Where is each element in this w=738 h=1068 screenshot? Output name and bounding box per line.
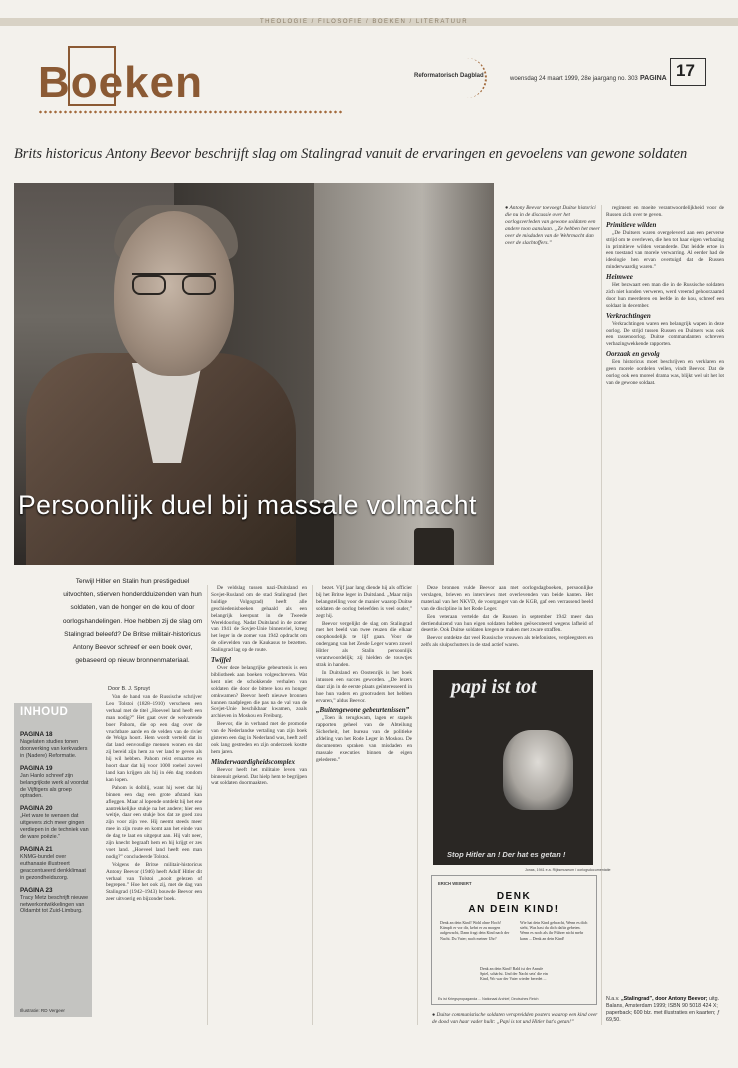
contents-entry-page: PAGINA 21 [20,845,53,853]
subheading: Oorzaak en gevolg [606,350,660,359]
contents-entry-description: Jan Hanlo schreef zijn belangrijkste werk al voordat de Vijftigers als groep optraden. [20,772,89,800]
section-strip-label: THEOLOGIE / FILOSOFIE / BOEKEN / LITERATUUR [260,19,469,25]
contents-entry-page: PAGINA 19 [20,764,53,772]
article-headline: Brits historicus Antony Beevor beschrijft slag om Stalingrad vanuit de ervaringen en gevoelens van gewone soldaten [14,146,688,162]
subheading: Verkrachtingen [606,311,651,320]
subheading: Minderwaardigheidscomplex [211,757,296,766]
contents-sidebar [14,703,92,1017]
contents-entry-description: Tracy Metz beschrijft nieuwe netwerkontwikkelingen van Oldambt tot Zuid-Limburg. [20,894,89,915]
book-info-label: N.a.v. [606,996,620,1002]
page-label: PAGINA [640,75,667,82]
paragraph: regiment en moeite verantwoordelijkheid voor de Russen zich over te geven. [606,205,724,218]
pamphlet-footer: Es ist Kriegspropaganda ... Nationaal Archief, Deutsches Reich [438,997,539,1001]
poster-bottom-text: Stop Hitler an ! Der hat es getan ! [447,850,566,859]
poster-top-text: papi ist tot [451,676,537,698]
article-column-4 [421,585,593,665]
illustration-credit: Illustratie: RD Vergeer [20,1008,65,1013]
paragraph: Deze bronnen vulde Beevor aan met oorlogsdagboeken, persoonlijke verslagen, brieven en interviews met overlevenden van beide kanten. Het materiaal van het NKVD, de voorganger van de KGB, gaf een verrassend beeld van de discipline in het Rode Leger. [421,585,593,612]
paragraph: Een veteraan vertelde dat de Russen in september 1942 meer dan dertienduizend van hun eigen soldaten hebben geëxecuteerd wegens lafheid of desertie. Ook Duitse soldaten kregen te maken met zware straffen. [421,613,593,634]
article-column-1 [106,694,202,1019]
paragraph: „De Duitsers waren overgeleverd aan een perverse strijd om te overleven, die hen tot haar eigen verbazing in primitieve wilden veranderde. Dat leidde ertoe in een toestand van morele verwarring. Al eerder had de ideologie hen ervan overtuigd dat de Russen minderwaardig waren.” [606,229,724,271]
paragraph: Beevor vergelijkt de slag om Stalingrad met het beeld van twee reuzen die elkaar onophoudelijk te lijf gaan. Voor de ondergang van het Zesde Leger waren zowel Hitler als Stalin persoonlijk verantwoordelijk; zij hielden de touwtjes strak in handen. [316,620,412,668]
paragraph: „Toen ik terugkwam, lagen er stapels rapporten geheel van de Abteilung Sicherheit, het bureau van de politieke afdeling van het Rode Leger in Moskou. De documenten spraken van misdaden en massale executies binnen de eigen gelederen.” [316,715,412,763]
street-lamp-icon [414,528,454,565]
contents-entry[interactable] [20,887,90,916]
pamphlet-author: ERICH WEINERT [438,881,472,886]
book-info-title: „Stalingrad”, door Antony Beevor; [620,996,708,1002]
article-lead: Terwijl Hitler en Stalin hun prestigeduel uitvochten, stierven honderdduizenden van hun soldaten, van de honger en de kou of door oorlogshandelingen. Hoe hebben zij de slag om Stalingrad beleefd? De Britse militair-historicus Antony Beevor schreef er een boek over, gebaseerd op nieuw bronnenmateriaal. [62,578,203,665]
contents-entry-description: „Het ware te wensen dat uitgevers zich meer gingen verdiepen in de techniek van de ware poëzie.” [20,813,89,841]
paragraph: Van de hand van de Russische schrijver Leo Tolstoi (1828–1910) verscheen een verhaal met de titel „Hoeveel land heeft een man nodig?” Het gaat over de welvarende boer Pahom, die op een dag over de vruchtbare aarde en de velden van de rivier de Wolga hoort. Hem wordt verteld dat in dat land eenvoudige mensen wonen en dat zij bereid zijn hem zo ver land te geven als hij wil hebben. Pahom reist ernaartoe en hoort daar dat hij voor 1000 roebel zoveel land kan krijgen als hij in één dag rondom kan lopen. [106,694,202,783]
paragraph: bezet. Vijf jaar lang diende hij als officier bij het Britse leger in Duitsland. „Maar mijn belangstelling voor de manier waarop Duitse soldaten de oorlog beleefden is veel ouder,” zegt hij. [316,585,412,619]
subheading: „Buitengewone gebeurtenissen” [316,706,410,715]
pamphlet-title-1: DENK [496,891,532,902]
pamphlet-title-2: AN DEIN KIND! [468,904,560,915]
contents-title: INHOUD [20,706,69,718]
paragraph: Volgens de Britse militair-historicus Antony Beevor (1946) heeft Adolf Hitler dit verhaal van Tolstoi „nooit gelezen of begrepen.” Hoe het ook zij, met de dag van Stalingrad (1942–1943) bouwde Beevor een zeer uitvoerig en bijzonder boek. [106,861,202,903]
paragraph: Een historicus moet beschrijven en verklaren en geen morele oordelen vellen, vindt Beevor. Dat de oorlog ook een moreel drama was, blijkt wel uit het lot van de gewone soldaat. [606,359,724,386]
poster-caption: ● Duitse communistische soldaten verspreidden posters waarop een kind over de dood van haar vader huilt: „Papi is tot und Hitler hat's getan!” [432,1012,598,1025]
decorative-arc [447,58,487,98]
article-column-3 [316,585,412,1019]
issue-date: woensdag 24 maart 1999, 28e jaargang no. 303 [510,76,638,82]
paragraph: Het bezwaart een man die in de Russische soldaten zich niet konden verweren, werd vreemd gehoorzaamd door hun meerderen en leefde in de kou, schreef een soldaat in december. [606,282,724,309]
column-rule [312,585,313,1025]
contents-entry[interactable] [20,731,90,760]
article-column-2 [211,585,307,1019]
paragraph: Verkrachtingen waren een belangrijk wapen in deze oorlog. De strijd tussen Russen en Duitsers was ook een rassenoorlog. Duitse commandanten schreven verbazingwekkende rapporten. [606,320,724,348]
column-rule [207,585,208,1025]
pamphlet-poem-left: Denk an dein Kind! Wohl ohne Hoch! Kämpft er vor dir, kehrt er zu morgen aufgewacht, Dann fragt dein Kind nach der Nacht. Du Vater; nach meiner Uhr? [440,920,510,941]
page-number: 17 [676,61,695,80]
publication-name: Reformatorisch Dagblad [414,73,484,79]
crying-child-image [503,730,573,810]
subheading: Primitieve wilden [606,220,657,229]
poster-credit: Jonas, 1941 e.a. Rijksmuseum / oorlogsdocumentatie [525,868,611,872]
photo-caption: Persoonlijk duel bij massale volmacht [18,490,477,520]
paragraph: Beevor heeft het militaire leven van binnenuit gekend. Dat hielp hem te begrijpen wat soldaten doormaakten. [211,766,307,787]
pamphlet-denk [431,875,597,1005]
contents-list [20,731,90,920]
paragraph: In Duitsland en Oostenrijk is het boek intussen een succes geworden. „De lezers daar zijn in de eerste plaats geïnteresseerd in hoe hun vaders en grootvaders het hebben ervaren,” aldus Beevor. [316,669,412,704]
book-info-publisher: uitg. Balans, Amsterdam 1999; ISBN 90 5018 424 X; paperback; 600 blz. met illustraties en kaarten; ƒ 69,50. [606,996,720,1023]
glasses-icon [132,273,216,297]
contents-entry-page: PAGINA 18 [20,731,53,738]
contents-entry[interactable] [20,805,90,841]
contents-entry-description: Nagelaten studies tonen doorwerking van kerkvaders in (Nadere) Reformatie. [20,739,88,759]
book-info [606,996,722,1024]
section-title: Boeken [38,58,203,107]
subheading: Heimwee [606,273,633,282]
pamphlet-poem-bottom: Denk an dein Kind! Bald ist der Anrufe Spiel, schärfst. Und der Nacht setz' die ein Kind, Wo war der Vater wieder beredet ... [480,966,548,982]
propaganda-poster [433,670,593,865]
paragraph: Beevor ontdekte dat veel Russische vrouwen als telefonistes, verpleegsters en zelfs als sluipschutters in de stad actief waren. [421,635,593,649]
article-column-5 [606,205,724,990]
contents-entry-page: PAGINA 20 [20,805,53,813]
paragraph: Beevor, die in verband met de promotie van de Nederlandse vertaling van zijn boek gisteren een dag in Nederland was, heeft zelf ook lang gestreden en zijn onderzoek kostte hem jaren. [211,721,307,755]
paragraph: Pahom is dolblij, want hij weet dat hij binnen een dag een grote afstand kan afleggen. Maar al lopende ontdekt hij het ene aantrekkelijke stukje na het andere; hier een weitje, daar een stukje bos dat ze goed zou zijn voor zijn vee. Hij neemt steeds meer mee in zijn route en komt aan het einde van de dag te laat en uitgeput aan. Hij valt neer, zijn knecht begraaft hem en hij krijgt er zes voet land. „Hoeveel land heeft een man nodig?” concludeerde Tolstoi. [106,784,202,860]
photo-side-caption: ● Antony Beevor toevoegt Duitse historici die nu in de discussie over het oorlogsverleden van gewone soldaten een andere toon aanslaan. „Ze hebben het meer over de misdaden van de Wehrmacht dan over de slachtoffers.” [505,205,600,246]
pamphlet-poem-right: Wie hat dein Kind gebracht, Wenn es dich sieht, Was hast du dich dafür gebeten. Wenn es noch als ihr Führer nicht mehr kann ... Denk an dein Kind! [520,920,588,941]
paragraph: Over deze belangrijke gebeurtenis is een bibliotheek aan boeken volgeschreven. Wat kent niet de schokkende verhalen van soldaten die door de bittere kou en honger omkwamen? Beevor heeft nieuwe bronnen kunnen raadplegen die pas na de val van de Sovjet-Unie beschikbaar kwamen, zoals archieven in Moskou en Freiburg. [211,664,307,720]
paragraph: De veldslag tussen nazi-Duitsland en Sovjet-Rusland om de stad Stalingrad (het huidige Volgograd) heeft alle geschiedenisboeken gehaald als een belangrijk keerpunt in de Tweede Wereldoorlog. Nadat Duitsland in de zomer van 1941 de Sovjet-Unie binnenviel, kreeg het leger in de zomer van 1942 opdracht om de olievelden van de Kaukasus te bezetten. Stalingrad lag op de route. [211,585,307,654]
dotted-divider [38,110,343,114]
contents-entry-description: KNMG-bundel over euthanasie illustreert geaccentueerd denkklimaat in gezondheidszorg. [20,853,86,881]
subheading: Twijfel [211,656,231,665]
byline: Door B. J. Spruyt [108,686,150,692]
column-rule [417,585,418,1025]
column-rule [601,205,602,1025]
contents-entry-page: PAGINA 23 [20,886,53,894]
contents-entry[interactable] [20,765,90,801]
contents-entry[interactable] [20,846,90,882]
